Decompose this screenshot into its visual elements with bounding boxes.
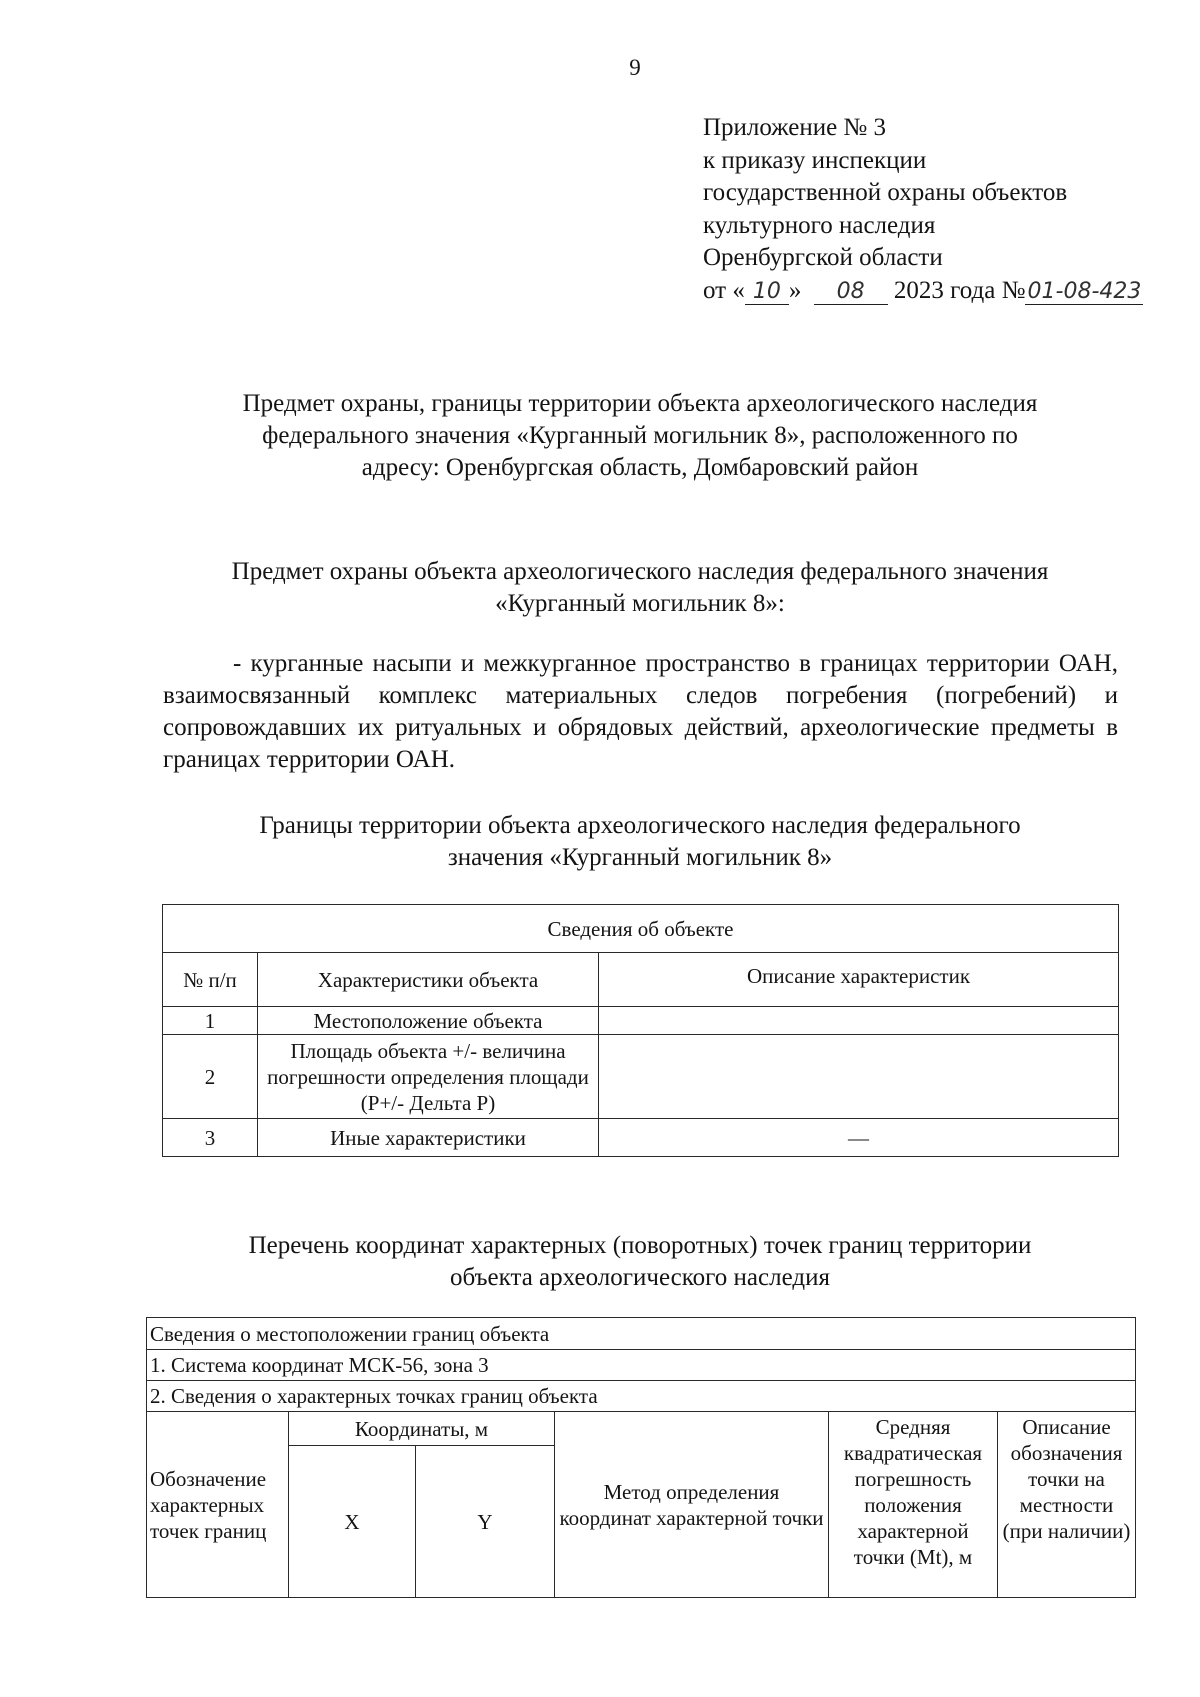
appendix-line-5: Оренбургской области	[703, 244, 943, 271]
appendix-line-2: к приказу инспекции	[703, 146, 927, 174]
coordinates-table	[146, 1317, 1136, 1598]
main-title-line-3: адресу: Оренбургская область, Домбаровский район	[361, 454, 919, 481]
protection-subject-heading	[150, 556, 1130, 620]
coords-info-row	[147, 1381, 1136, 1412]
appendix-line-4: культурного наследия	[703, 211, 936, 239]
coords-info-row	[147, 1318, 1136, 1350]
header-num: № п/п	[163, 953, 258, 1007]
header-point-designation: Обозначение характерных точек границ	[147, 1412, 289, 1598]
coords-header-row	[147, 1412, 1136, 1446]
appendix-block	[703, 112, 1143, 307]
page-number: 9	[629, 55, 641, 80]
borders-heading-line-1: Границы территории объекта археологического наследия федерального	[259, 812, 1021, 839]
row-num: 1	[163, 1007, 258, 1035]
points-info-cell: 2. Сведения о характерных точках границ объекта	[147, 1381, 1136, 1412]
borders-heading-line-2: значения «Курганный могильник 8»	[447, 844, 833, 871]
header-coordinates: Координаты, м	[289, 1412, 555, 1446]
order-day: 10	[745, 280, 789, 305]
header-description: Описание характеристик	[599, 953, 1119, 1007]
protection-heading-line-1: Предмет охраны объекта археологического наследия федерального значения	[231, 558, 1049, 585]
header-x: X	[289, 1446, 416, 1598]
row-num: 3	[163, 1119, 258, 1157]
borders-heading	[150, 810, 1130, 874]
date-prefix: от «	[703, 276, 745, 304]
appendix-line-3: государственной охраны объектов	[703, 179, 1068, 206]
order-number: 01-08-423	[1025, 280, 1143, 305]
main-title-line-1: Предмет охраны, границы территории объекта археологического наследия	[242, 390, 1038, 417]
object-table-title: Сведения об объекте	[163, 905, 1119, 953]
protection-subject-paragraph: - курганные насыпи и межкурганное пространство в границах территории ОАН, взаимосвязанный комплекс материальных следов погребения (погребений) и сопровождавших их ритуальных и обрядовых действий, археологические предметы в границах территории ОАН.	[163, 650, 1118, 773]
order-month: 08	[814, 280, 888, 305]
main-title-line-2: федерального значения «Курганный могильник 8», расположенного по	[262, 422, 1018, 449]
row-characteristic: Местоположение объекта	[258, 1007, 599, 1035]
object-info-table	[162, 904, 1119, 1157]
coords-heading-line-2: объекта археологического наследия	[450, 1264, 830, 1291]
coords-info-row	[147, 1350, 1136, 1381]
header-method: Метод определения координат характерной точки	[555, 1412, 829, 1598]
row-characteristic: Площадь объекта +/- величина погрешности определения площади (P+/- Дельта P)	[258, 1035, 599, 1119]
object-table-title-row	[163, 905, 1119, 953]
header-y: Y	[416, 1446, 555, 1598]
header-point-description: Описание обозначения точки на местности (при наличии)	[998, 1412, 1136, 1598]
location-info-cell: Сведения о местоположении границ объекта	[147, 1318, 1136, 1350]
header-characteristic: Характеристики объекта	[258, 953, 599, 1007]
row-description	[599, 1035, 1119, 1119]
order-date-line	[703, 275, 1143, 308]
quote-close: »	[788, 276, 802, 304]
row-characteristic: Иные характеристики	[258, 1119, 599, 1157]
main-title	[150, 388, 1130, 484]
header-mean-error: Средняя квадратическая погрешность положения характерной точки (Mt), м	[829, 1412, 998, 1598]
coordinate-system-cell: 1. Система координат МСК-56, зона 3	[147, 1350, 1136, 1381]
appendix-title: Приложение № 3	[703, 114, 887, 141]
order-year: 2023 года №	[893, 276, 1026, 304]
table-row	[163, 1007, 1119, 1035]
table-row	[163, 1035, 1119, 1119]
object-table-header-row	[163, 953, 1119, 1007]
row-num: 2	[163, 1035, 258, 1119]
row-description	[599, 1007, 1119, 1035]
coords-heading-line-1: Перечень координат характерных (поворотных) точек границ территории	[248, 1232, 1032, 1259]
row-description: —	[599, 1119, 1119, 1157]
protection-heading-line-2: «Курганный могильник 8»:	[495, 590, 785, 617]
table-row	[163, 1119, 1119, 1157]
coords-heading	[150, 1230, 1130, 1294]
